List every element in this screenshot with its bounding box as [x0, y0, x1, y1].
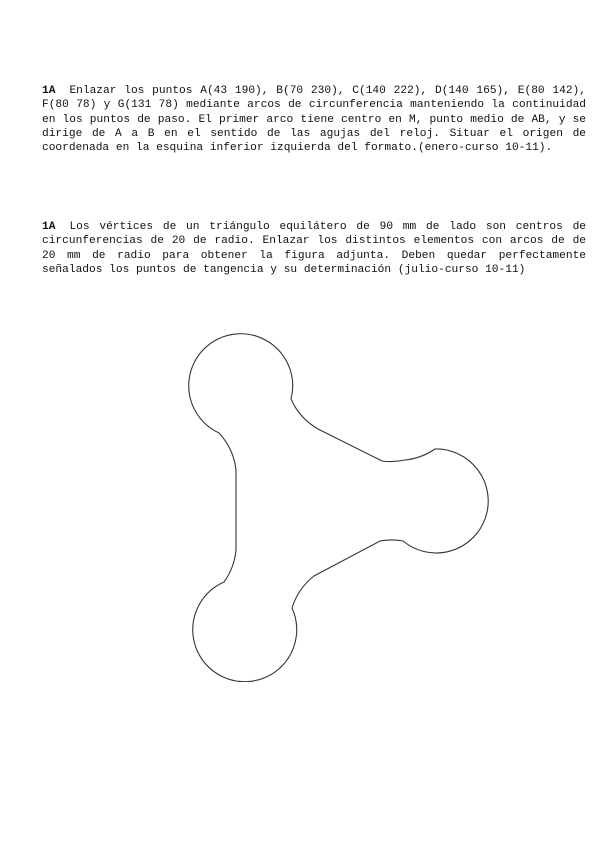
- problem-number: 1A: [42, 85, 56, 97]
- problem-number: 1A: [42, 221, 56, 233]
- problem-statement: Los vértices de un triángulo equilátero de 90 mm de lado son centros de circunferencias de 20 de radio. Enlazar los distintos elementos con arcos de de 20 mm de radio para obtener la figura adjunta. Deben quedar perfectamente señalados los puntos de tangencia y su determinación (julio-curso 10-11): [42, 221, 586, 276]
- figure-outline: [189, 334, 488, 682]
- problem-julio: [42, 220, 586, 277]
- problem-statement: Enlazar los puntos A(43 190), B(70 230), C(140 222), D(140 165), E(80 142), F(80 78) y G(131 78) mediante arcos de circunferencia manteniendo la continuidad en los puntos de paso. El primer arco tiene centro en M, punto medio de AB, y se dirige de A a B en el sentido de las agujas del reloj. Situar el origen de coordenada en la esquina inferior izquierda del formato.(enero-curso 10-11).: [42, 85, 586, 155]
- three-lobe-tangency-figure: [150, 322, 530, 682]
- problem-enero: [42, 84, 586, 155]
